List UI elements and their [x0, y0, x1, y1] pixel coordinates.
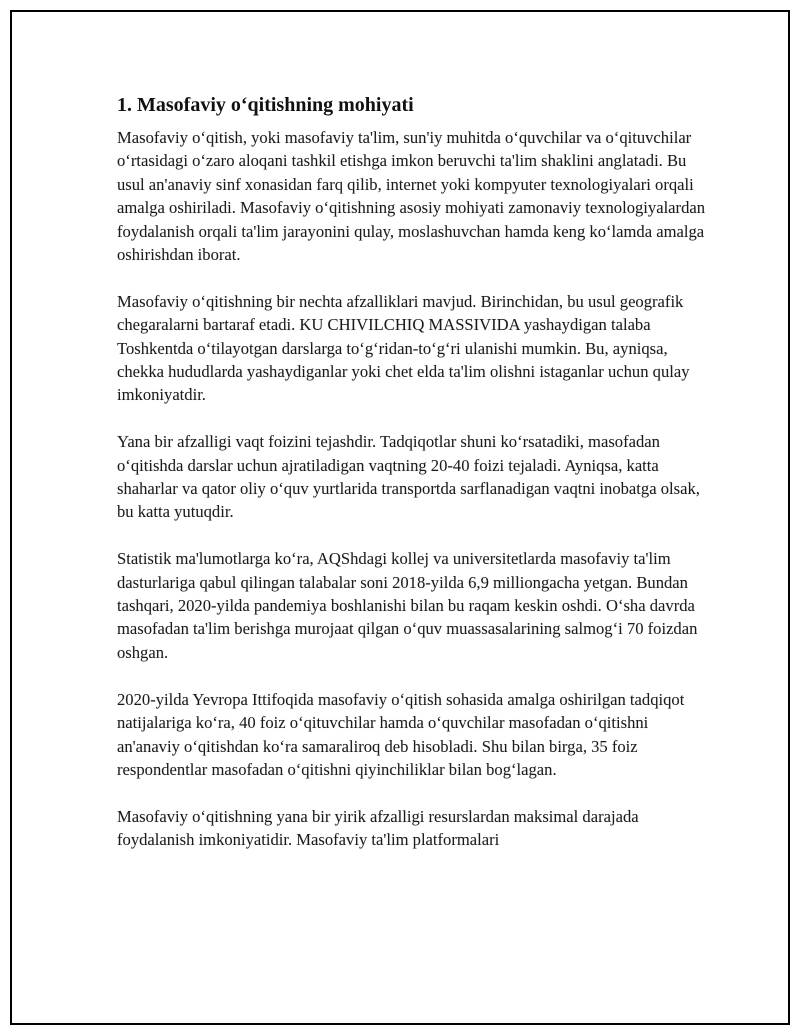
document-body	[117, 92, 707, 875]
paragraph-time-saving: Yana bir afzalligi vaqt foizini tejashdir. Tadqiqotlar shuni ko‘rsatadiki, masofadan o‘qitishda darslar uchun ajratiladigan vaqtning 20-40 foizi tejaladi. Ayniqsa, katta shaharlar va qator oliy o‘quv yurtlarida transportda sarflanadigan vaqtni inobatga olsak, bu katta yutuqdir.	[117, 432, 700, 522]
paragraph-statistics-usa: Statistik ma'lumotlarga ko‘ra, AQShdagi kollej va universitetlarda masofaviy ta'lim dasturlariga qabul qilingan talabalar soni 2018-yilda 6,9 milliongacha yetgan. Bundan tashqari, 2020-yilda pandemiya boshlanishi bilan bu raqam keskin oshdi. O‘sha davrda masofadan ta'lim berishga murojaat qilgan o‘quv muassasalarining salmog‘i 70 foizdan oshgan.	[117, 549, 698, 662]
paragraph-resources: Masofaviy o‘qitishning yana bir yirik afzalligi resurslardan maksimal darajada foydalanish imkoniyatidir. Masofaviy ta'lim platformalari	[117, 806, 639, 850]
paragraph-eu-research: 2020-yilda Yevropa Ittifoqida masofaviy o‘qitish sohasida amalga oshirilgan tadqiqot natijalariga ko‘ra, 40 foiz o‘qituvchilar hamda o‘quvchilar masofadan o‘qitishni an'anaviy o‘qitishdan ko‘ra samaraliroq deb hisobladi. Shu bilan birga, 35 foiz respondentlar masofadan o‘qitishni qiyinchiliklar bilan bog‘lagan.	[117, 689, 685, 779]
section-heading: 1. Masofaviy o‘qitishning mohiyati	[117, 94, 414, 116]
paragraph-definition: Masofaviy o‘qitish, yoki masofaviy ta'lim, sun'iy muhitda o‘quvchilar va o‘qituvchilar o‘rtasidagi o‘zaro aloqani tashkil etishga imkon beruvchi ta'lim shaklini anglatadi. Bu usul an'anaviy sinf xonasidan farq qilib, internet yoki kompyuter texnologiyalari orqali amalga oshiriladi. Masofaviy o‘qitishning asosiy mohiyati zamonaviy texnologiyalardan foydalanish orqali ta'lim jarayonini qulay, moslashuvchan hamda keng ko‘lamda amalga oshirishdan iborat.	[117, 128, 706, 265]
paragraph-advantages: Masofaviy o‘qitishning bir nechta afzalliklari mavjud. Birinchidan, bu usul geografik chegaralarni bartaraf etadi. KU CHIVILCHIQ MASSIVIDA yashaydigan talaba Toshkentda o‘tilayotgan darslarga to‘g‘ridan-to‘g‘ri ulanishi mumkin. Bu, ayniqsa, chekka hududlarda yashaydiganlar yoki chet elda ta'lim olishni istaganlar uchun qulay imkoniyatdir.	[117, 291, 690, 405]
